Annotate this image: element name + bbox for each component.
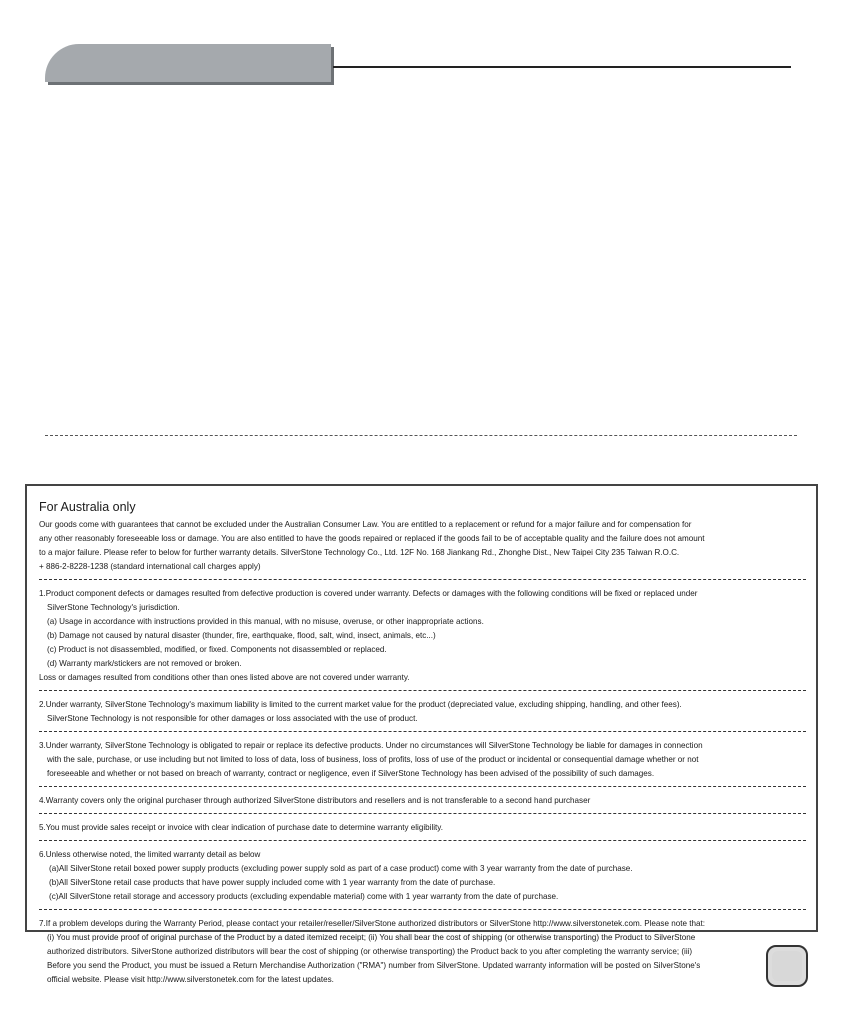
text-line: any other reasonably foreseeable loss or damage. You are also entitled to have the goods repaired or replaced if the goods fail to be of acceptable quality and the failure does not amount: [39, 534, 705, 543]
section-divider: [45, 435, 797, 436]
dashed-divider: [39, 690, 806, 691]
text-line: Before you send the Product, you must be issued a Return Merchandise Authorization ("RMA") number from SilverStone. Updated warranty information will be posted on SilverStone's: [47, 961, 701, 970]
warranty-item-2: [39, 698, 806, 726]
text-line: 1.Product component defects or damages resulted from defective production is covered under warranty. Defects or damages with the following conditions will be fixed or replaced under: [39, 589, 698, 598]
text-line: (b)All SilverStone retail case products that have power supply included come with 1 year warranty from the date of purchase.: [49, 878, 496, 887]
warranty-title: For Australia only: [39, 500, 136, 514]
dashed-divider: [39, 909, 806, 910]
warranty-item-1: [39, 587, 806, 685]
text-line: (c)All SilverStone retail storage and accessory products (excluding expendable material) come with 1 year warranty from the date of purchase.: [49, 892, 559, 901]
text-line: SilverStone Technology is not responsible for other damages or loss associated with the use of product.: [47, 714, 418, 723]
warranty-item-3: [39, 739, 806, 781]
text-line: 3.Under warranty, SilverStone Technology is obligated to repair or replace its defective products. Under no circumstances will SilverStone Technology be liable for damages in connection: [39, 741, 703, 750]
dashed-divider: [39, 579, 806, 580]
warranty-item-4: [39, 794, 806, 808]
text-line: 5.You must provide sales receipt or invoice with clear indication of purchase date to determine warranty eligibility.: [39, 823, 443, 832]
text-line: (a) Usage in accordance with instructions provided in this manual, with no misuse, overuse, or other inappropriate actions.: [47, 617, 484, 626]
australia-warranty-box: [25, 484, 818, 984]
text-line: foreseeable and whether or not based on breach of warranty, contract or negligence, even if SilverStone Technology has been advised of the possibility of such damages.: [47, 769, 655, 778]
text-line: SilverStone Technology's jurisdiction.: [47, 603, 180, 612]
text-line: authorized distributors. SilverStone authorized distributors will bear the cost of shipping (or otherwise transporting) the Product back to you after completing the warranty service; (iii): [47, 947, 693, 956]
text-line: + 886-2-8228-1238 (standard international call charges apply): [39, 562, 261, 571]
text-line: (d) Warranty mark/stickers are not removed or broken.: [47, 659, 242, 668]
page-number-badge: [766, 945, 808, 987]
header-rule: [333, 66, 791, 68]
warranty-item-6: [39, 848, 806, 904]
text-line: (i) You must provide proof of original purchase of the Product by a dated itemized receipt; (ii) You shall bear the cost of shipping (or otherwise transporting) the Product to SilverStone: [47, 933, 696, 942]
dashed-divider: [39, 840, 806, 841]
text-line: Loss or damages resulted from conditions other than ones listed above are not covered under warranty.: [39, 673, 410, 682]
dashed-divider: [39, 731, 806, 732]
dashed-divider: [39, 813, 806, 814]
dashed-divider: [39, 786, 806, 787]
text-line: (b) Damage not caused by natural disaster (thunder, fire, earthquake, flood, salt, wind, insect, animals, etc...): [47, 631, 436, 640]
text-line: (a)All SilverStone retail boxed power supply products (excluding power supply sold as part of a case product) come with 3 year warranty from the date of purchase.: [49, 864, 633, 873]
text-line: to a major failure. Please refer to below for further warranty details. SilverStone Technology Co., Ltd. 12F No. 168 Jiankang Rd., Zhonghe Dist., New Taipei City 235 Taiwan R.O.C.: [39, 548, 680, 557]
intro-paragraph: [39, 518, 806, 574]
page-number-badge-inner: [772, 951, 802, 981]
warranty-item-5: [39, 821, 806, 835]
text-line: 7.If a problem develops during the Warranty Period, please contact your retailer/reseller/SilverStone authorized distributors or SilverStone http://www.silverstonetek.com. Please note that:: [39, 919, 705, 928]
text-line: official website. Please visit http://www.silverstonetek.com for the latest updates.: [47, 975, 334, 984]
text-line: 4.Warranty covers only the original purchaser through authorized SilverStone distributors and resellers and is not transferable to a second hand purchaser: [39, 796, 591, 805]
text-line: (c) Product is not disassembled, modified, or fixed. Components not disassembled or replaced.: [47, 645, 387, 654]
section-header-tab: [45, 44, 331, 82]
text-line: with the sale, purchase, or use including but not limited to loss of data, loss of business, loss of profits, loss of use of the product or incidental or consequential damage whether or not: [47, 755, 699, 764]
text-line: Our goods come with guarantees that cannot be excluded under the Australian Consumer Law. You are entitled to a replacement or refund for a major failure and for compensation for: [39, 520, 692, 529]
warranty-item-7: [39, 917, 806, 987]
text-line: 2.Under warranty, SilverStone Technology's maximum liability is limited to the current market value for the product (depreciated value, excluding shipping, handling, and other fees).: [39, 700, 682, 709]
text-line: 6.Unless otherwise noted, the limited warranty detail as below: [39, 850, 261, 859]
